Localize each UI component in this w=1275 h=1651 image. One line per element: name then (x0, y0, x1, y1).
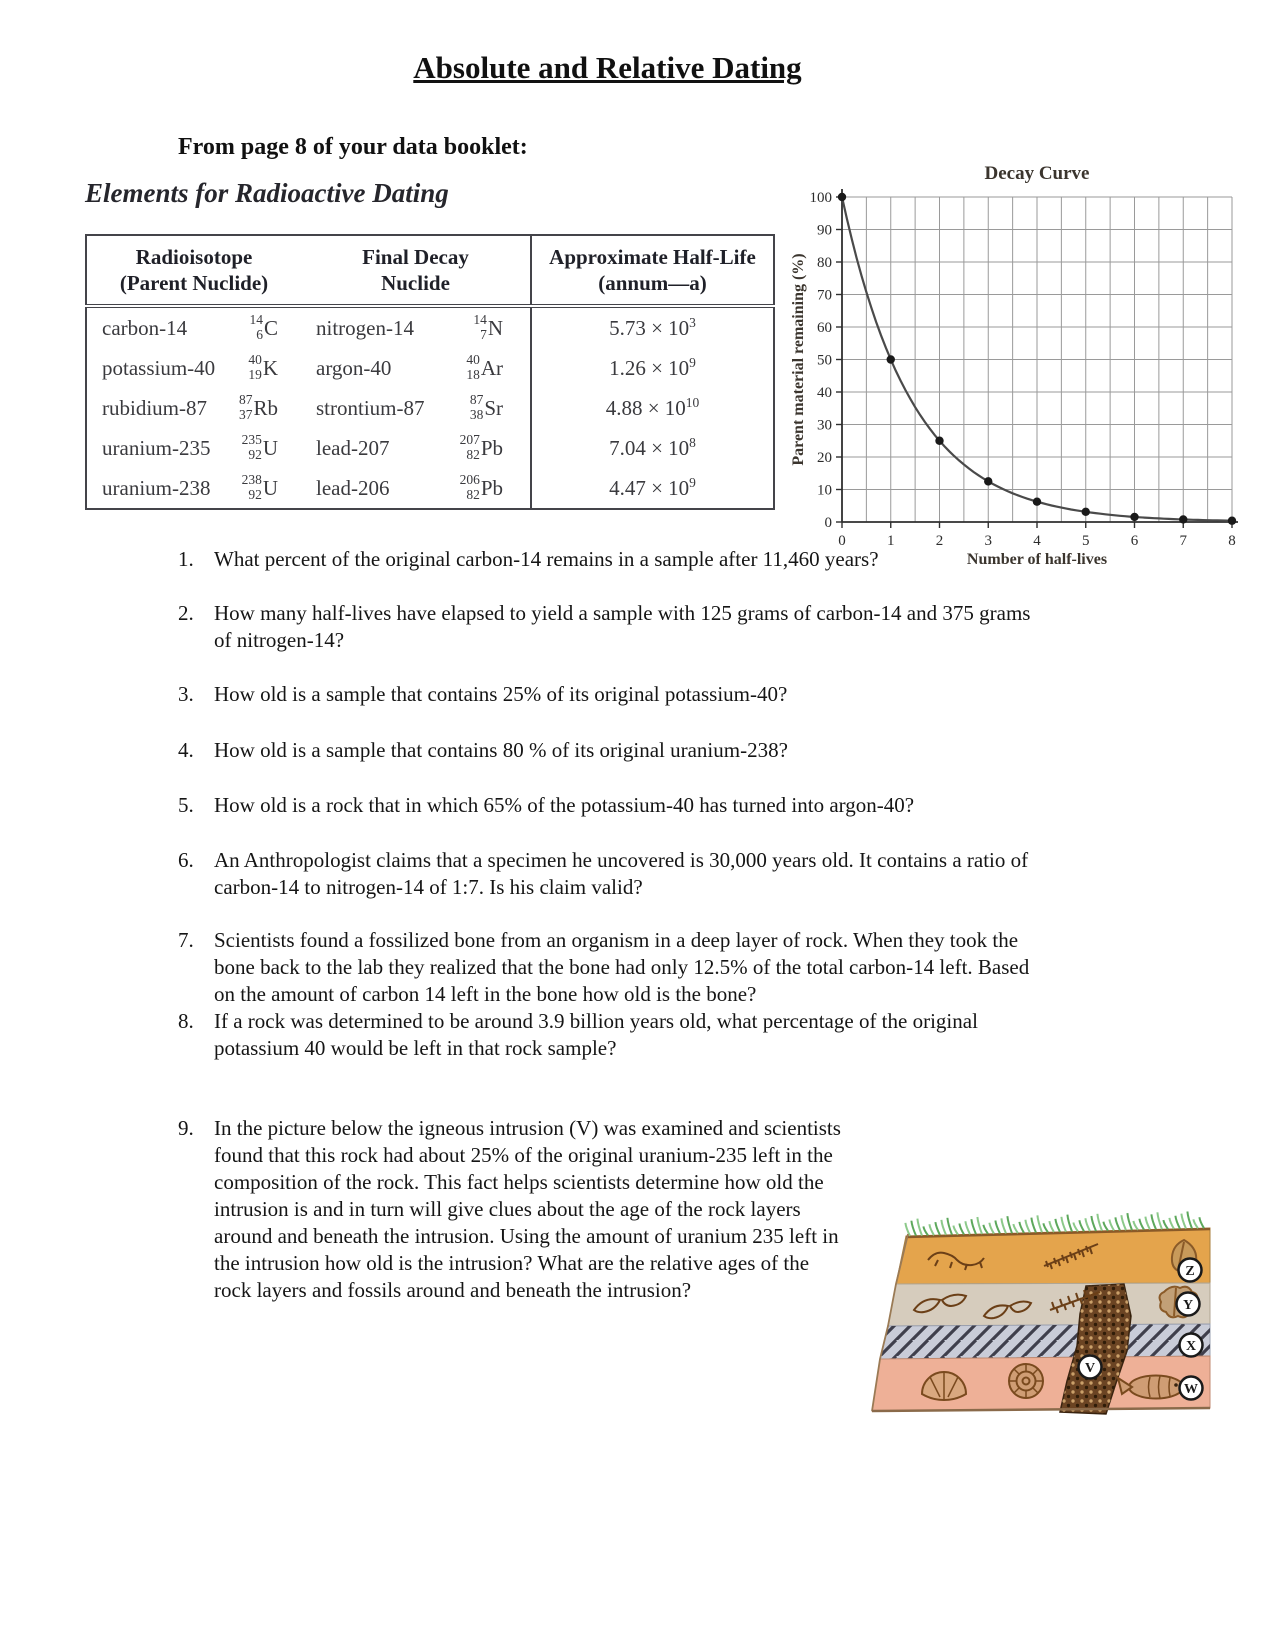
parent-nuclide-cell (86, 306, 301, 348)
question-6 (178, 847, 1050, 901)
question-number: 7. (178, 928, 194, 952)
label-v (1079, 1356, 1102, 1379)
grass-blade (953, 1226, 958, 1235)
y-tick-label: 0 (824, 515, 832, 531)
half-life-cell: $1.26 \times 10^9$ (531, 348, 774, 388)
grass-blade (1121, 1215, 1126, 1230)
half-life-cell: $4.47 \times 10^9$ (531, 468, 774, 509)
label-w (1180, 1377, 1203, 1400)
header-line: (Parent Nuclide) (119, 271, 269, 295)
grass-blade (1181, 1214, 1186, 1229)
grass-blade (1175, 1216, 1180, 1229)
y-tick-label: 100 (809, 190, 832, 206)
data-point (838, 193, 846, 201)
y-tick-label: 10 (817, 482, 832, 499)
grass-blade (1157, 1212, 1162, 1229)
question-text: How old is a sample that contains 80 % of its original uranium-238? (214, 738, 788, 762)
question-4 (178, 737, 1050, 764)
label-y (1177, 1293, 1200, 1316)
y-tick-label: 40 (817, 385, 832, 401)
svg-text:V: V (1084, 1361, 1096, 1376)
decay-nuclide-cell (301, 468, 531, 509)
question-5 (178, 792, 1050, 819)
x-tick-label: 6 (1130, 533, 1139, 549)
parent-nuclide-symbol: 14 6 C (249, 312, 278, 342)
parent-name: carbon-14 (102, 315, 188, 340)
decay-nuclide-cell (301, 428, 531, 468)
grass-blade (1043, 1223, 1048, 1232)
grass-blade (1085, 1218, 1090, 1231)
parent-nuclide-symbol: 235 92 U (241, 432, 278, 462)
grass-blade (935, 1222, 940, 1235)
x-tick-label: 2 (935, 533, 944, 549)
x-tick-label: 3 (984, 533, 992, 549)
grass-blade (1097, 1214, 1102, 1231)
decay-name: strontium-87 (316, 395, 425, 420)
header-line: Final Decay (362, 244, 469, 269)
question-text: If a rock was determined to be around 3.9 billion years old, what percentage of the original potassium 40 would be left in that rock sample? (214, 1009, 978, 1060)
grass-blade (1199, 1217, 1204, 1228)
parent-name: potassium-40 (102, 355, 216, 380)
data-point (1130, 513, 1138, 521)
parent-nuclide-cell (86, 348, 301, 388)
rock-layers-diagram (868, 1196, 1220, 1432)
grass-blade (989, 1223, 994, 1234)
question-text: How many half-lives have elapsed to yield a sample with 125 grams of carbon-14 and 375 grams of nitrogen-14? (214, 601, 1031, 652)
decay-name: lead-207 (316, 435, 390, 460)
question-text: What percent of the original carbon-14 remains in a sample after 11,460 years? (214, 547, 879, 571)
y-axis-label: Parent material remaining (%) (790, 253, 807, 466)
parent-nuclide-cell (86, 428, 301, 468)
grass-blade (1007, 1216, 1012, 1233)
table-header-row (86, 235, 774, 306)
y-tick-label: 50 (817, 352, 832, 369)
header-line: (annum—a) (598, 271, 707, 295)
question-text: An Anthropologist claims that a specimen he uncovered is 30,000 years old. It contains a ratio of carbon-14 to nitrogen-14 of 1:7. Is his claim valid? (214, 848, 1029, 899)
parent-nuclide-cell (86, 388, 301, 428)
question-number: 1. (178, 547, 194, 571)
grass-blade (1049, 1221, 1054, 1232)
table-row (86, 468, 774, 509)
grass-blade (1115, 1217, 1120, 1230)
header-line: Approximate Half-Life (549, 244, 756, 269)
grass-blade (1139, 1219, 1144, 1230)
y-tick-label: 30 (817, 417, 832, 434)
y-tick-label: 60 (817, 320, 832, 336)
header-line: Radioisotope (135, 244, 253, 269)
table-title: Elements for Radioactive Dating (85, 178, 449, 208)
col-header-half-life (531, 235, 774, 306)
decay-curve-chart (745, 153, 1245, 578)
decay-nuclide-cell (301, 306, 531, 348)
question-number: 4. (178, 738, 194, 762)
decay-curve-svg (745, 153, 1245, 578)
svg-text:Z: Z (1185, 1264, 1195, 1279)
parent-name: rubidium-87 (102, 395, 207, 420)
grass-blade (1067, 1215, 1072, 1232)
y-tick-label: 90 (817, 222, 832, 239)
table-row (86, 428, 774, 468)
grass-blade (917, 1219, 922, 1236)
grass-blade (1103, 1222, 1108, 1231)
grass-blade (923, 1226, 928, 1235)
header-line: Nuclide (381, 271, 450, 295)
data-point (984, 477, 992, 485)
col-header-final-decay (301, 235, 531, 306)
question-number: 2. (178, 601, 194, 625)
question-number: 9. (178, 1116, 194, 1140)
parent-nuclide-symbol: 238 92 U (241, 472, 278, 502)
grass-blade (1025, 1220, 1030, 1233)
grass-blade (929, 1224, 934, 1235)
decay-name: argon-40 (316, 355, 392, 380)
grass-blade (1001, 1218, 1006, 1233)
decay-nuclide-cell (301, 348, 531, 388)
x-tick-label: 0 (838, 533, 846, 549)
grass-blade (1109, 1220, 1114, 1231)
grass-blade (1193, 1219, 1198, 1228)
grass-blade (1061, 1217, 1066, 1232)
parent-name: uranium-235 (102, 435, 211, 460)
question-1 (178, 546, 1050, 573)
grass-blade (1013, 1224, 1018, 1233)
grass-blade (1091, 1216, 1096, 1231)
grass-blade (911, 1221, 916, 1236)
data-point (1179, 515, 1187, 523)
fossil-ammonite-w (1009, 1364, 1043, 1398)
question-text: How old is a sample that contains 25% of its original potassium-40? (214, 682, 788, 706)
half-life-cell: $7.04 \times 10^8$ (531, 428, 774, 468)
x-axis-label: Number of half-lives (966, 551, 1108, 568)
grass-blade (941, 1220, 946, 1235)
grass-blade (1169, 1218, 1174, 1229)
elements-table (85, 234, 775, 510)
table-row (86, 306, 774, 348)
booklet-note: From page 8 of your data booklet: (178, 134, 528, 160)
grass-blade (1145, 1217, 1150, 1230)
grass-blade (1079, 1220, 1084, 1231)
y-tick-label: 80 (817, 255, 832, 271)
label-x (1180, 1334, 1203, 1357)
question-3 (178, 681, 1050, 708)
decay-name: nitrogen-14 (316, 315, 414, 340)
grass-blade (965, 1221, 970, 1234)
grass-blade (1163, 1220, 1168, 1229)
grass-blade (959, 1224, 964, 1235)
data-point (1033, 497, 1041, 505)
grass-blade (977, 1217, 982, 1234)
chart-title: Decay Curve (984, 163, 1090, 184)
col-header-radioisotope (86, 235, 301, 306)
grass-blade (983, 1225, 988, 1234)
grass-blade (1187, 1212, 1192, 1229)
question-2 (178, 600, 1050, 654)
page-title: Absolute and Relative Dating (413, 50, 802, 85)
data-point (935, 437, 943, 445)
question-8 (178, 1008, 1050, 1062)
x-tick-label: 1 (887, 533, 895, 549)
elements-table-body (86, 306, 774, 509)
grass-blade (995, 1221, 1000, 1234)
grass-blade (1133, 1221, 1138, 1230)
decay-nuclide-symbol: 206 82 Pb (459, 472, 503, 502)
parent-nuclide-cell (86, 468, 301, 509)
question-text: Scientists found a fossilized bone from an organism in a deep layer of rock. When they took the bone back to the lab they realized that the bone had only 12.5% of the total carbon-14 left. Based on the amount of carbon 14 left in the bone how old is the bone? (214, 928, 1030, 1006)
grass-blade (947, 1218, 952, 1235)
x-tick-label: 8 (1228, 533, 1236, 549)
decay-nuclide-symbol: 87 38 Sr (469, 392, 503, 422)
decay-nuclide-symbol: 207 82 Pb (459, 432, 503, 462)
question-9 (178, 1115, 844, 1304)
grass-blade (1019, 1222, 1024, 1233)
grass-blade (1055, 1219, 1060, 1232)
parent-name: uranium-238 (102, 475, 211, 500)
half-life-cell: $4.88 \times 10^{10}$ (531, 388, 774, 428)
grass-blade (1073, 1223, 1078, 1232)
grass-blade (1031, 1218, 1036, 1233)
question-number: 6. (178, 848, 194, 872)
question-text: How old is a rock that in which 65% of the potassium-40 has turned into argon-40? (214, 793, 915, 817)
x-tick-label: 5 (1082, 533, 1090, 549)
grass-blade (1037, 1215, 1042, 1232)
decay-name: lead-206 (316, 475, 390, 500)
y-tick-label: 20 (817, 450, 832, 466)
table-row (86, 348, 774, 388)
decay-nuclide-cell (301, 388, 531, 428)
y-tick-label: 70 (817, 287, 832, 304)
svg-text:Y: Y (1182, 1298, 1194, 1313)
svg-text:X: X (1185, 1339, 1197, 1354)
data-point (1228, 517, 1236, 525)
parent-nuclide-symbol: 87 37 Rb (238, 392, 278, 422)
x-tick-label: 7 (1179, 533, 1187, 549)
question-number: 3. (178, 682, 194, 706)
grass-blade (1127, 1213, 1132, 1230)
data-point (1082, 508, 1090, 516)
grass-blade (1151, 1214, 1156, 1229)
label-z (1179, 1259, 1202, 1282)
layer-x-hatch (880, 1324, 1210, 1359)
grass-blade (971, 1219, 976, 1234)
decay-nuclide-symbol: 14 7 N (473, 312, 503, 342)
parent-nuclide-symbol: 40 19 K (248, 352, 278, 382)
question-number: 5. (178, 793, 194, 817)
table-row (86, 388, 774, 428)
rock-layers-svg (868, 1196, 1220, 1432)
decay-nuclide-symbol: 40 18 Ar (466, 352, 503, 382)
question-7 (178, 927, 1050, 1008)
question-text: In the picture below the igneous intrusion (V) was examined and scientists found that this rock had about 25% of the original uranium-235 left in the composition of the rock. This fact helps scientists determine how old the intrusion is and in turn will give clues about the age of the rock layers around and beneath the intrusion. Using the amount of uranium 235 left in the intrusion how old is the intrusion? What are the relative ages of the rock layers and fossils around and beneath the intrusion? (214, 1116, 841, 1302)
svg-text:W: W (1184, 1382, 1198, 1397)
question-number: 8. (178, 1009, 194, 1033)
data-point (887, 355, 895, 363)
x-tick-label: 4 (1033, 533, 1041, 549)
half-life-cell: $5.73 \times 10^3$ (531, 306, 774, 348)
